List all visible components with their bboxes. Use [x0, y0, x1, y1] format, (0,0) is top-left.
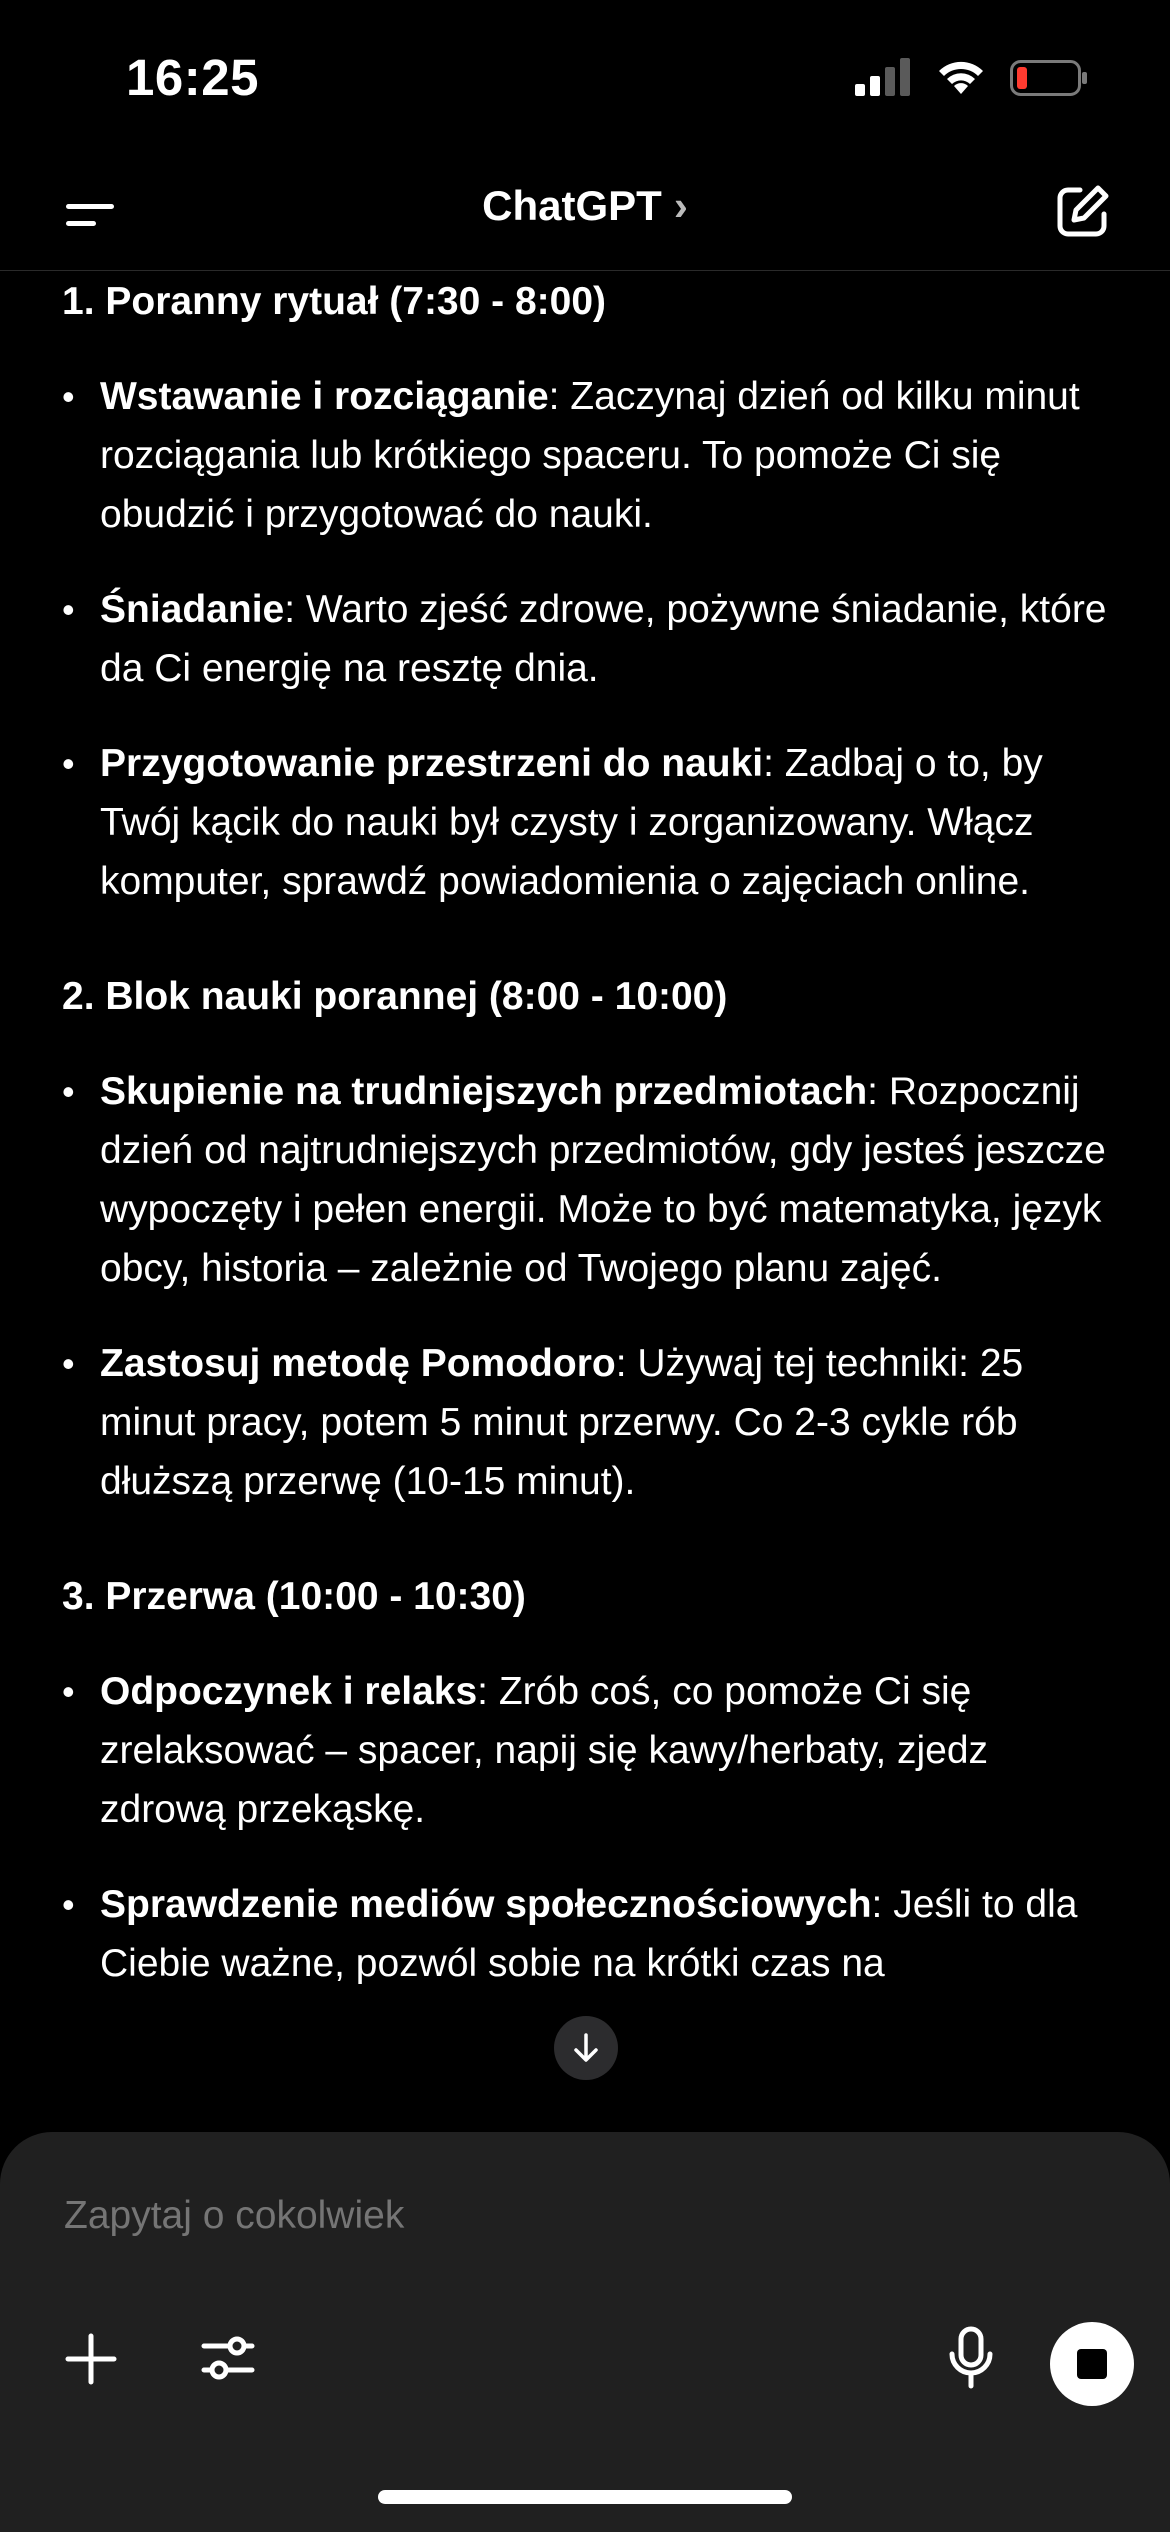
list-item [62, 1062, 1122, 1298]
composer [0, 2132, 1170, 2532]
microphone-icon[interactable] [948, 2326, 994, 2390]
bullet-list [62, 1662, 1122, 1993]
nav-title[interactable] [0, 182, 1170, 230]
arrow-down-icon [569, 2031, 603, 2065]
chevron-right-icon: › [673, 182, 688, 229]
section-heading: 2. Blok nauki porannej (8:00 - 10:00) [62, 975, 728, 1018]
status-bar [0, 0, 1170, 160]
compose-icon[interactable] [1052, 182, 1112, 242]
scroll-down-button[interactable] [554, 2016, 618, 2080]
stop-button[interactable] [1050, 2322, 1134, 2406]
bullet-term: Odpoczynek i relaks [100, 1670, 478, 1713]
message-input[interactable] [64, 2194, 964, 2238]
message-content [0, 272, 1170, 2132]
list-item [62, 367, 1122, 544]
list-item [62, 1334, 1122, 1511]
tools-icon[interactable] [200, 2330, 256, 2386]
list-item [62, 1662, 1122, 1839]
bullet-list [62, 1062, 1122, 1511]
list-item [62, 580, 1122, 698]
section [62, 967, 1122, 1511]
nav-bar [0, 160, 1170, 271]
nav-title-text: ChatGPT [482, 182, 662, 229]
section-heading: 3. Przerwa (10:00 - 10:30) [62, 1575, 526, 1618]
plus-icon[interactable] [64, 2332, 118, 2386]
signal-icon [855, 58, 911, 96]
status-time: 16:25 [126, 49, 259, 106]
bullet-term: Wstawanie i rozciąganie [100, 375, 549, 418]
bullet-list [62, 367, 1122, 911]
section-heading: 1. Poranny rytuał (7:30 - 8:00) [62, 280, 607, 323]
wifi-icon [935, 56, 987, 96]
battery-low-icon [1010, 60, 1088, 96]
bullet-text: : Używaj tej techniki: 25 minut pracy, potem 5 minut przerwy. Co 2-3 cykle rób dłuższą przerwę (10-15 minut). [100, 1342, 1024, 1503]
section [62, 1567, 1122, 1993]
bullet-text: : Zaczynaj dzień od kilku minut rozciągania lub krótkiego spaceru. To pomoże Ci się obudzić i przygotować do nauki. [100, 375, 1080, 536]
section [62, 272, 1122, 911]
list-item [62, 734, 1122, 911]
bullet-term: Zastosuj metodę Pomodoro [100, 1342, 616, 1385]
home-indicator[interactable] [378, 2490, 792, 2504]
bullet-text: : Jeśli to dla Ciebie ważne, pozwól sobie na krótki czas na [100, 1883, 1078, 1985]
list-item [62, 1875, 1122, 1993]
bullet-text: : Zrób coś, co pomoże Ci się zrelaksować – spacer, napij się kawy/herbaty, zjedz zdrową przekąskę. [100, 1670, 989, 1831]
bullet-term: Sprawdzenie mediów społecznościowych [100, 1883, 872, 1926]
stop-icon [1077, 2349, 1107, 2379]
bullet-text: : Rozpocznij dzień od najtrudniejszych przedmiotów, gdy jesteś jeszcze wypoczęty i pełen energii. Może to być matematyka, język obcy, historia – zależnie od Twojego planu zajęć. [100, 1070, 1106, 1290]
bullet-term: Skupienie na trudniejszych przedmiotach [100, 1070, 868, 1113]
bullet-text: : Zadbaj o to, by Twój kącik do nauki był czysty i zorganizowany. Włącz komputer, sprawdź powiadomienia o zajęciach online. [100, 742, 1043, 903]
bullet-term: Przygotowanie przestrzeni do nauki [100, 742, 764, 785]
bullet-text: : Warto zjeść zdrowe, pożywne śniadanie, które da Ci energię na resztę dnia. [100, 588, 1107, 690]
bullet-term: Śniadanie [100, 588, 285, 631]
